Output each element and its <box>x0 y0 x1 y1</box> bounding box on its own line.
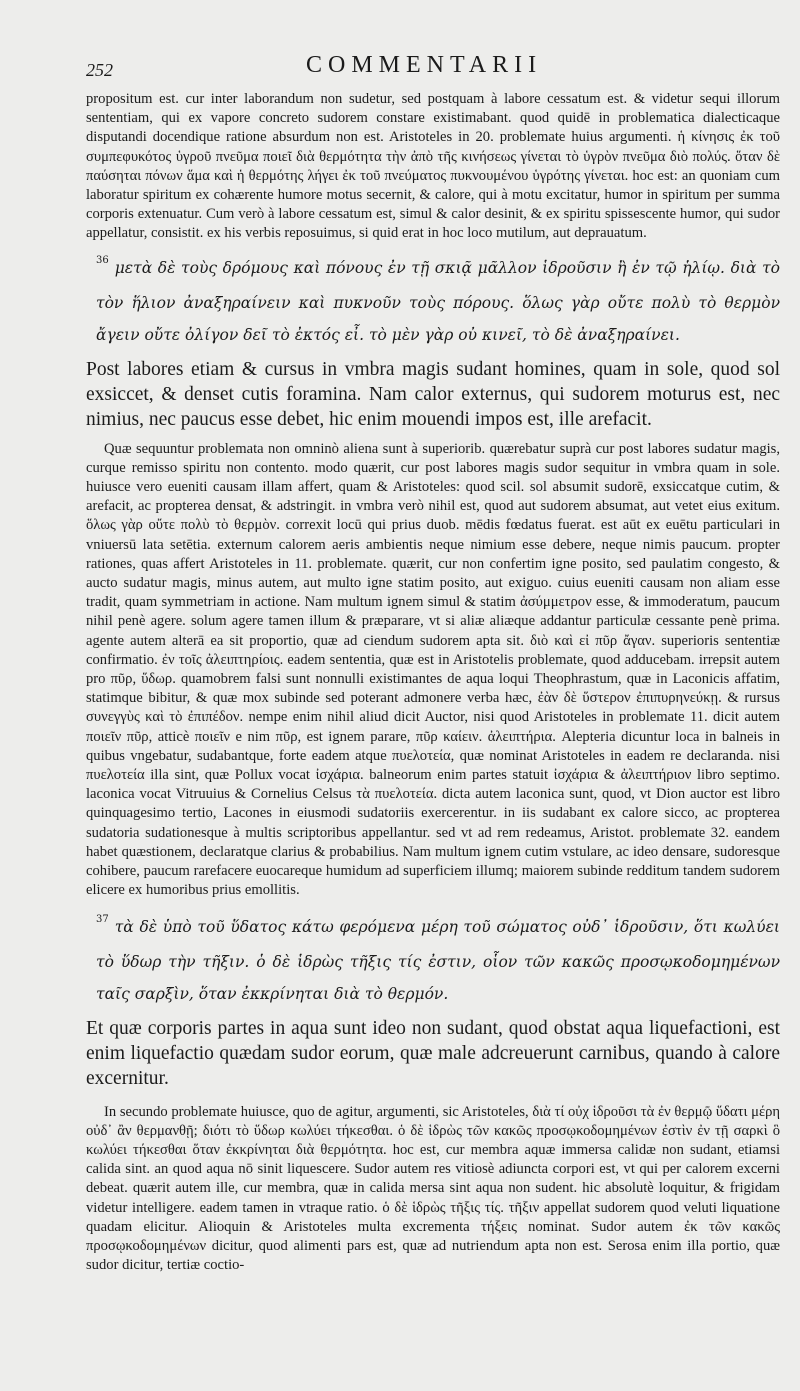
page-number: 252 <box>86 60 113 80</box>
latin-translation-37: Et quæ corporis partes in aqua sunt ideo non sudant, quod obstat aqua liquefactioni, est enim liquefactio quædam sudor eorum, quæ male adcreuerunt carnibus, quando à calore excernitur. <box>86 1017 780 1089</box>
greek-lemma-37-text: τὰ δὲ ὑπὸ τοῦ ὕδατος κάτω φερόμενα μέρη τοῦ σώματος οὐδ᾽ ἱδροῦσιν, ὅτι κωλύει τὸ ὕδωρ τὴν τῆξιν. ὁ δὲ ἱδρὼς τῆξις τίς ἐστιν, οἷον τῶν κακῶς προσῳκοδομημένων ταῖς σαρξὶν, ὅταν ἐκκρίνηται διὰ τὸ θερμόν. <box>96 917 780 1003</box>
margin-number-37: 37 <box>96 913 109 925</box>
margin-number-36: 36 <box>96 254 109 266</box>
latin-translation-36: Post labores etiam & cursus in vmbra magis sudant homines, quam in sole, quod sol exsiccet, & denset cutis foramina. Nam calor externus, qui sudorem moturus est, nec nimius, nec paucus esse debet, hic enim mouendi impos est, ille arefacit. <box>86 358 780 430</box>
page-body <box>86 90 780 1275</box>
greek-lemma-37 <box>86 911 780 1010</box>
commentary-paragraph-2: Quæ sequuntur problemata non omninò aliena sunt à superiorib. quærebatur suprà cur post labores sudatur magis, curque remisso spiritu non contento. modo quærit, cur post labores magis sudor sequitur in vmbra quam in sole. huiusce vero eueniti causam illam affert, quam & Aristoteles: quod scil. sol absumit sudorē, exsiccatque cutim, & arefacit, ac propterea densat, & adstringit. in vmbra verò nihil est, quod aut sudorem absumat, aut vetet eius exitum. ὅλως γὰρ οὔτε πολὺ τὸ θερμὸν. correxit locū qui prius duob. mēdis fœdatus fuerat. est aūt ex euētu particulari in vniuersū lata setētia. externum calorem aeris ambientis neque nimium esse debere, neque nimis paucum. propter rationes, quas affert Aristoteles in 11. problemate. quærit, cur non confertim igne posito, sed paulatim congesto, & aucto sudatur magis, minus autem, aut multo igne statim posito, aut exiguo. cuius eueniti causam non aliam esse tradit, quam symmetriam in actione. Nam multum ignem simul & statim ἀσύμμετρον esse, & immoderatum, paucum nihil penè agere. solum agere tamen illum & præparare, vt si aliæ aliæque addantur particulæ cessante penè prima. agente autem alterā ea sit proportio, quæ ad ciendum sudorem apta sit. διὸ καὶ εἰ πῦρ ἄγαν. superioris sententiæ confirmatio. ἐν τοῖς ἀλειπτηρίοις. eadem sententia, quæ est in Aristotelis problemate, quod adducebam. irrepsit autem pro πῦρ, ὕδωρ. quamobrem falsi sunt nonnulli existimantes de aqua loqui Theophrastum, quæ in Laconicis affatim, statimque bibitur, & quæ mox subinde sed poterant admonere verba hæc, ἐὰν δὲ ὕστερον ἐπιπυρηνεύκῃ. & rursus συνεγγὺς καὶ τὸ ἐπιπέδον. nempe enim nihil aliud dicit Auctor, nisi quod Aristoteles in problemate 11. dicit autem ποιεῖν πῦρ, atticè ποιεῖν e nim πῦρ, est ignem parare, πῦρ καίειν. ἀλειπτήρια. Alepteria dicuntur loca in balneis in quibus vngebatur, sudabantque, forte eadem atque πυελοτεία, quæ nominat Aristoteles in eadem re declaranda. nisi πυελοτεία illa sint, quæ Pollux vocat ἰσχάρια. balneorum enim partes statuit ἰσχάρια & ἀλειπτήριον libro septimo. laconica vocat Vitruuius & Cornelius Celsus τὰ πυελοτεία. dicta autem laconica sunt, quod, vt Dion auctor est libro quinquagesimo tertio, Lacones in eiusmodi sudatoriis exercerentur. in iis sudabant ex calore sicco, ac propterea sudatoria sudationesque à multis scriptoribus appellantur. sed vt ad rem redeamus, Aristot. problemate 32. eandem habet quæstionem, declaratque clarius & probabilius. Nam multum ignem cutim vstulare, ac ideo densare, sudoresque cohibere, paucum rarefacere euocareque humidum ad superficiem illumq; maiorem subinde redditum tandem sudorem elicere ex humoribus prius emollitis. <box>86 440 780 899</box>
commentary-paragraph-1: propositum est. cur inter laborandum non sudetur, sed postquam à labore cessatum est. & videtur sequi illorum sententiam, qui ex vapore concreto sudorem constare existimabant. quod quidē in problematica dialecticaque disputandi docendique ratione absurdum non est. Aristoteles in 20. problemate huius argumenti. ἡ κίνησις ἐκ τοῦ συμπεφυκότος ὑγροῦ πνεῦμα ποιεῖ διὰ θερμότητα τὴν ἀπὸ τῆς κινήσεως γίνεται τὸ ὑγρὸν πνεῦμα διὸ πολύς. ὅταν δὲ παύσηται πόνων ἅμα καὶ ἡ θερμότης λήγει ἐκ τοῦ πνεύματος πυκνουμένου ὑγρότης γίνεται. hoc est: an quoniam cum laboratur spiritum ex cohærente humore motus secernit, & calore, qui à motu excitatur, humor in spiritum per summa corporis extenuatur. Cum verò à labore cessatum est, simul & calor desinit, & ex spiritu spissescente humor, qui sudor appellatur, consistit. ex his verbis reposuimus, si quid erat in hoc loco mutilum, aut deprauatum. <box>86 91 780 242</box>
page-header <box>86 52 770 80</box>
running-head: COMMENTARII <box>306 52 543 78</box>
greek-lemma-36 <box>86 252 780 351</box>
commentary-paragraph-3: In secundo problemate huiusce, quo de agitur, argumenti, sic Aristoteles, διὰ τί οὐχ ἱδροῦσι τὰ ἐν θερμῷ ὕδατι μέρη οὐδ᾽ ἂν θερμανθῇ; διότι τὸ ὕδωρ κωλύει τήκεσθαι. ὁ δὲ ἱδρὼς τῶν κακῶς προσῳκοδομημένων ἐστὶν ἐν τῇ σαρκὶ ὃ κωλύει τήκεσθαι ὅταν ἐκκρίνηται διὰ θερμότητα. hoc est, cur membra aquæ immersa calidæ non sudant, etiamsi calida sint. an quod aqua nō sinit liquescere. Sudor autem res vitiosè adiuncta corpori est, vt qui per calorem excerni debeat. quærit autem ille, cur membra, quæ in calida mersa sint aqua non sudent. hic absolutè loquitur, & frigidam videtur intelligere. eadem tamen in vtraque ratio. ὁ δὲ ἱδρὼς τῆξις τίς. τῆξιν appellat sudorem quod veluti liquatione quadam elicitur. Alioquin & Aristoteles multa excrementa τήξεις nominat. Sudor autem ἐκ τῶν κακῶς προσῳκοδομημένων dicitur, quod alimenti pars est, quæ ad nutriendum apta non est. Serosa enim illa portio, quæ sudor dicitur, tertiæ coctio- <box>86 1103 780 1274</box>
greek-lemma-36-text: μετὰ δὲ τοὺς δρόμους καὶ πόνους ἐν τῇ σκιᾷ μᾶλλον ἱδροῦσιν ἢ ἐν τῷ ἡλίῳ. διὰ τὸ τὸν ἥλιον ἀναξηραίνειν καὶ πυκνοῦν τοὺς πόρους. ὅλως γὰρ οὔτε πολὺ τὸ θερμὸν ἄγειν οὔτε ὀλίγον δεῖ τὸ ἐκτός εἶ. τὸ μὲν γὰρ οὐ κινεῖ, τὸ δὲ ἀναξηραίνει. <box>96 258 780 344</box>
